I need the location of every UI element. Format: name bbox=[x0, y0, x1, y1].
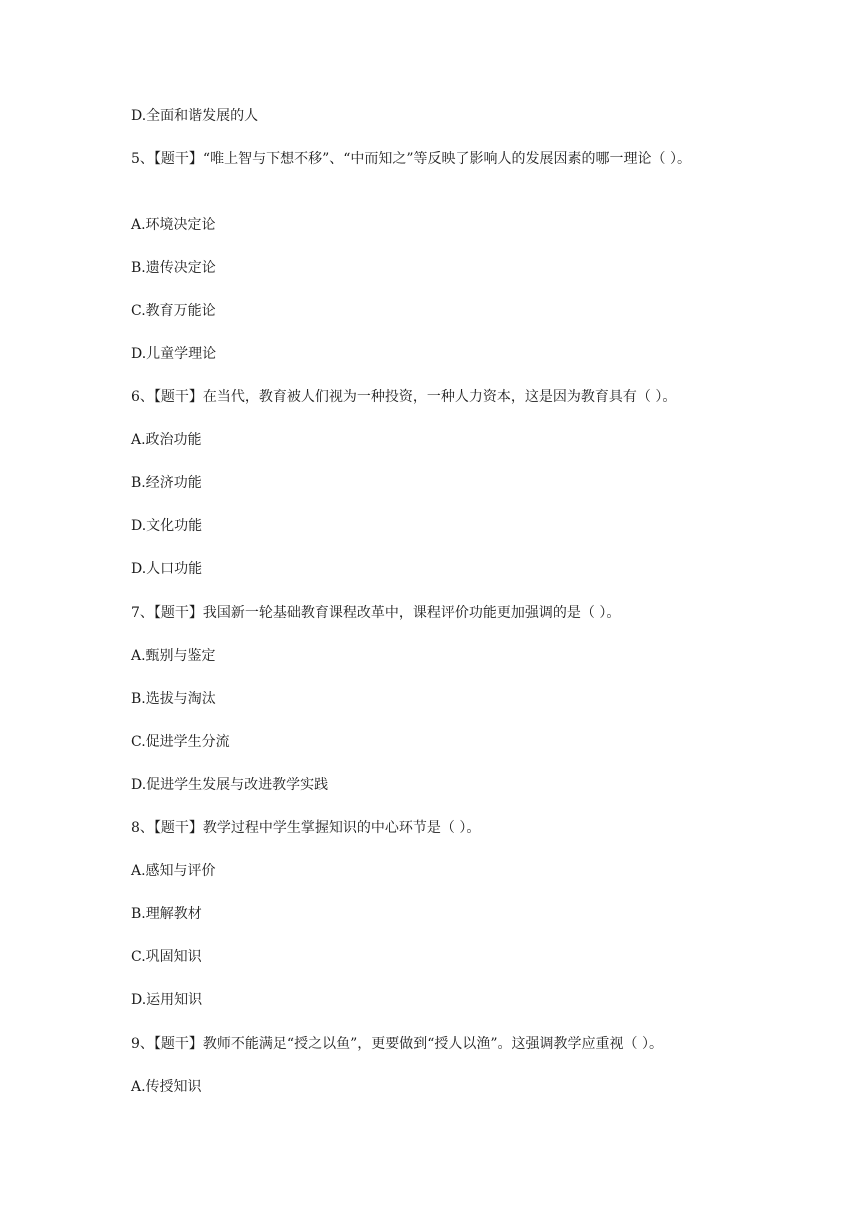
option-line: D.儿童学理论 bbox=[131, 346, 217, 362]
option-line: C.教育万能论 bbox=[131, 303, 216, 319]
option-line: A.感知与评价 bbox=[131, 863, 216, 879]
option-line: B.经济功能 bbox=[131, 475, 202, 491]
option-line: B.选拔与淘汰 bbox=[131, 691, 216, 707]
question-line: 7、【题干】我国新一轮基础教育课程改革中，课程评价功能更加强调的是（ ）。 bbox=[131, 605, 621, 621]
question-line: 9、【题干】教师不能满足“授之以鱼”，更要做到“授人以渔”。这强调教学应重视（ ）。 bbox=[131, 1036, 663, 1052]
question-line: 8、【题干】教学过程中学生掌握知识的中心环节是（ ）。 bbox=[131, 820, 481, 836]
option-line: B.理解教材 bbox=[131, 906, 202, 922]
option-line: D.全面和谐发展的人 bbox=[131, 108, 259, 124]
question-line: 5、【题干】“唯上智与下想不移”、“中而知之”等反映了影响人的发展因素的哪一理论（ ）。 bbox=[131, 151, 691, 167]
option-line: A.甄别与鉴定 bbox=[131, 648, 216, 664]
option-line: D.人口功能 bbox=[131, 561, 203, 577]
option-line: D.文化功能 bbox=[131, 518, 203, 534]
option-line: A.政治功能 bbox=[131, 432, 202, 448]
option-line: B.遗传决定论 bbox=[131, 260, 216, 276]
option-line: D.促进学生发展与改进教学实践 bbox=[131, 777, 329, 793]
option-line: A.传授知识 bbox=[131, 1079, 202, 1095]
option-line: D.运用知识 bbox=[131, 992, 203, 1008]
question-line: 6、【题干】在当代，教育被人们视为一种投资，一种人力资本，这是因为教育具有（ ）。 bbox=[131, 389, 677, 405]
option-line: C.巩固知识 bbox=[131, 949, 202, 965]
option-line: A.环境决定论 bbox=[131, 217, 216, 233]
option-line: C.促进学生分流 bbox=[131, 734, 230, 750]
